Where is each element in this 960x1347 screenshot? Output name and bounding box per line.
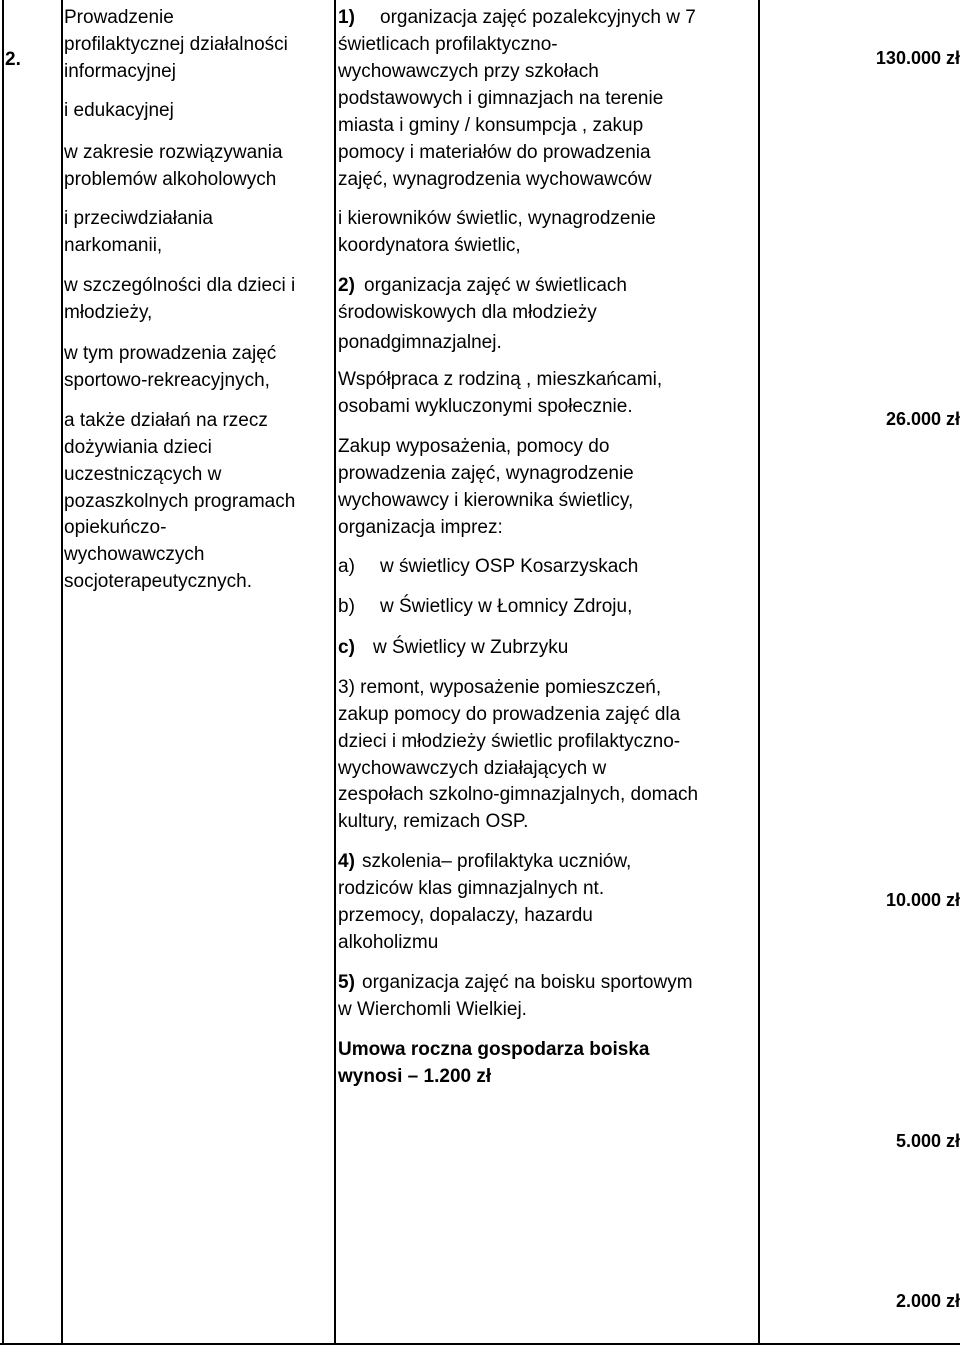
item-2-text: Zakup wyposażenia, pomocy do bbox=[338, 436, 610, 457]
amount-value: 2.000 zł bbox=[895, 1291, 960, 1311]
task-title-line: w zakresie rozwiązywania bbox=[64, 142, 283, 163]
item-2-number: 2) bbox=[338, 275, 355, 296]
row-number: 2. bbox=[5, 49, 21, 70]
item-3-text: zespołach szkolno-gimnazjalnych, domach bbox=[338, 784, 699, 805]
item-1-text: pomocy i materiałów do prowadzenia bbox=[338, 142, 651, 163]
item-2-text: środowiskowych dla młodzieży bbox=[338, 302, 597, 323]
task-title-line: socjoterapeutycznych. bbox=[64, 571, 252, 592]
item-3-text: kultury, remizach OSP. bbox=[338, 811, 529, 832]
item-2-text: ponadgimnazjalnej. bbox=[338, 332, 502, 353]
item-1-text: miasta i gminy / konsumpcja , zakup bbox=[338, 115, 644, 136]
sub-item-c-text: w Świetlicy w Zubrzyku bbox=[373, 637, 569, 658]
column-divider-1 bbox=[61, 0, 63, 1345]
item-1-text: wychowawczych przy szkołach bbox=[338, 61, 599, 82]
item-3-text: 3) remont, wyposażenie pomieszczeń, bbox=[338, 677, 662, 698]
item-2-text: Współpraca z rodziną , mieszkańcami, bbox=[338, 369, 663, 390]
item-1-text: koordynatora świetlic, bbox=[338, 235, 521, 256]
task-title-line: i przeciwdziałania bbox=[64, 208, 213, 229]
item-5-text: organizacja zajęć na boisku sportowym bbox=[362, 972, 693, 993]
task-title-line: profilaktycznej działalności bbox=[64, 34, 288, 55]
task-title-line: opiekuńczo- bbox=[64, 517, 167, 538]
sub-item-a-letter: a) bbox=[338, 556, 355, 577]
sub-item-b-text: w Świetlicy w Łomnicy Zdroju, bbox=[380, 596, 633, 617]
item-2-text: organizacja zajęć w świetlicach bbox=[364, 275, 627, 296]
table-border-left bbox=[2, 0, 4, 1345]
item-3-text: wychowawczych działających w bbox=[338, 758, 607, 779]
amount-value: 5.000 zł bbox=[895, 1131, 960, 1151]
task-title-line: wychowawczych bbox=[64, 544, 205, 565]
task-title-line: w tym prowadzenia zajęć bbox=[64, 343, 277, 364]
item-1-text: podstawowych i gimnazjach na terenie bbox=[338, 88, 664, 109]
item-2-text: prowadzenia zajęć, wynagrodzenie bbox=[338, 463, 634, 484]
task-title-line: pozaszkolnych programach bbox=[64, 491, 296, 512]
amount-value: 130.000 zł bbox=[875, 48, 960, 68]
item-5-text: w Wierchomli Wielkiej. bbox=[338, 999, 527, 1020]
item-3-text: dzieci i młodzieży świetlic profilaktyczno- bbox=[338, 731, 681, 752]
item-2-text: organizacja imprez: bbox=[338, 517, 503, 538]
item-4-text: alkoholizmu bbox=[338, 932, 439, 953]
item-4-text: szkolenia– profilaktyka uczniów, bbox=[362, 851, 632, 872]
sub-item-b-letter: b) bbox=[338, 596, 355, 617]
task-title-line: problemów alkoholowych bbox=[64, 169, 277, 190]
task-title-line: młodzieży, bbox=[64, 302, 153, 323]
task-title-line: narkomanii, bbox=[64, 235, 163, 256]
task-title-line: dożywiania dzieci bbox=[64, 437, 212, 458]
item-2-text: wychowawcy i kierownika świetlicy, bbox=[338, 490, 634, 511]
item-1-text: zajęć, wynagrodzenia wychowawców bbox=[338, 169, 652, 190]
contract-note: wynosi – 1.200 zł bbox=[338, 1066, 492, 1087]
sub-item-c-letter: c) bbox=[338, 637, 355, 658]
task-title-line: a także działań na rzecz bbox=[64, 410, 268, 431]
column-divider-3 bbox=[758, 0, 760, 1345]
column-divider-2 bbox=[334, 0, 336, 1345]
task-title-line: informacyjnej bbox=[64, 61, 176, 82]
sub-item-a-text: w świetlicy OSP Kosarzyskach bbox=[380, 556, 639, 577]
task-title-line: sportowo-rekreacyjnych, bbox=[64, 370, 270, 391]
item-5-number: 5) bbox=[338, 972, 355, 993]
task-title-line: uczestniczących w bbox=[64, 464, 222, 485]
item-4-text: rodziców klas gimnazjalnych nt. bbox=[338, 878, 605, 899]
item-1-text: organizacja zajęć pozalekcyjnych w 7 bbox=[380, 7, 696, 28]
item-1-text: świetlicach profilaktyczno- bbox=[338, 34, 558, 55]
amount-value: 26.000 zł bbox=[885, 409, 960, 429]
table-border-bottom bbox=[0, 1343, 960, 1345]
task-title-line: Prowadzenie bbox=[64, 7, 174, 28]
item-2-text: osobami wykluczonymi społecznie. bbox=[338, 396, 633, 417]
item-4-number: 4) bbox=[338, 851, 355, 872]
task-title-line: w szczególności dla dzieci i bbox=[64, 275, 296, 296]
item-1-number: 1) bbox=[338, 7, 355, 28]
item-3-text: zakup pomocy do prowadzenia zajęć dla bbox=[338, 704, 681, 725]
task-title-line: i edukacyjnej bbox=[64, 100, 174, 121]
item-1-text: i kierowników świetlic, wynagrodzenie bbox=[338, 208, 656, 229]
amount-value: 10.000 zł bbox=[885, 890, 960, 910]
item-4-text: przemocy, dopalaczy, hazardu bbox=[338, 905, 593, 926]
contract-note: Umowa roczna gospodarza boiska bbox=[338, 1039, 650, 1060]
